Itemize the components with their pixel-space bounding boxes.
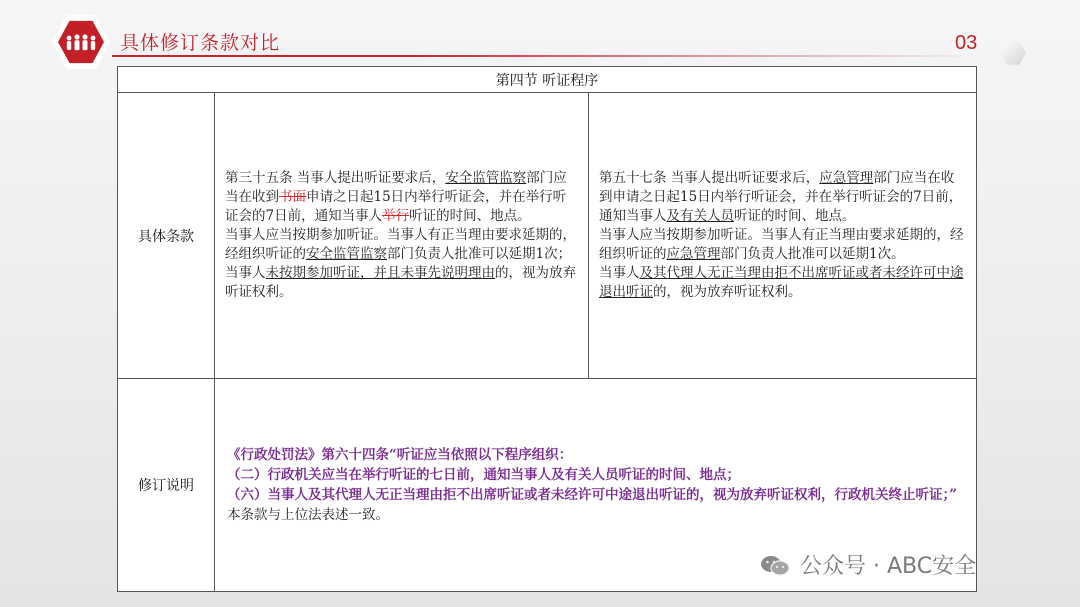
article-text: 当事人应当按期参加听证。当事人有正当理由要求延期的，经组织听证的 xyxy=(225,227,576,262)
inserted-text: 及其代理人无正当理由拒不出席听证或者未经许可中途退出听证 xyxy=(599,265,964,300)
article-text: 部门负责人批准可以延期1次；当事人 xyxy=(225,246,572,281)
inserted-text: 应急管理 xyxy=(819,170,874,186)
inserted-text: 应急管理 xyxy=(666,246,721,262)
article-text: 听证的时间、地点。 xyxy=(734,208,856,224)
watermark xyxy=(760,549,976,580)
old-article-text xyxy=(225,169,578,302)
old-article-cell xyxy=(215,93,589,379)
article-text: 当事人 xyxy=(599,265,640,281)
section-title: 第四节 听证程序 xyxy=(118,67,977,93)
article-text: 的，视为放弃听证权利。 xyxy=(653,284,802,300)
page-number: 03 xyxy=(955,32,978,54)
inserted-text: 安全监管监察 xyxy=(306,246,387,262)
article-text: 第三十五条 当事人提出听证要求后， xyxy=(225,170,446,186)
article-text: 第五十七条 当事人提出听证要求后， xyxy=(599,170,820,186)
note-line: 《行政处罚法》第六十四条“听证应当依照以下程序组织： xyxy=(227,447,573,463)
new-article-text xyxy=(599,169,966,302)
note-line: （二）行政机关应当在举行听证的七日前，通知当事人及有关人员听证的时间、地点； xyxy=(227,467,740,483)
inserted-text: 及有关人员 xyxy=(666,208,734,224)
article-text: 申请之日起15日内举行听证会，并在举行听证会的7日前，通知当事人 xyxy=(225,189,567,224)
new-article-paragraph xyxy=(599,226,966,264)
note-line: 本条款与上位法表述一致。 xyxy=(227,507,389,523)
inserted-text: 安全监管监察 xyxy=(445,170,527,186)
article-text: 部门负责人批准可以延期1次。 xyxy=(720,246,905,262)
row-label-notes: 修订说明 xyxy=(118,379,215,592)
page-title: 具体修订条款对比 xyxy=(120,32,281,54)
deleted-text: 举行 xyxy=(382,208,410,224)
old-article-paragraph xyxy=(225,169,578,226)
row-label-articles: 具体条款 xyxy=(118,93,215,379)
wechat-icon xyxy=(760,554,790,576)
inserted-text: 未按期参加听证，并且未事先说明理由 xyxy=(265,265,495,281)
header-divider xyxy=(112,55,960,57)
comparison-table xyxy=(117,66,977,592)
deleted-text: 书面 xyxy=(279,189,306,205)
new-article-paragraph xyxy=(599,169,966,226)
decorative-hexagon-icon xyxy=(1000,40,1026,66)
article-text: 听证的时间、地点。 xyxy=(409,208,531,224)
new-article-paragraph xyxy=(599,264,966,302)
article-text: 当事人应当按期参加听证。当事人有正当理由要求延期的，经组织听证的 xyxy=(599,227,964,262)
note-line: （六）当事人及其代理人无正当理由拒不出席听证或者未经许可中途退出听证的，视为放弃听证权利，行政机关终止听证；” xyxy=(227,487,958,503)
revision-note-text xyxy=(227,445,964,525)
article-text: 部门应当在收到 xyxy=(225,170,567,205)
article-text: 部门应当在收到申请之日起15日内举行听证会，并在举行听证会的7日前，通知当事人 xyxy=(599,170,963,224)
old-article-paragraph xyxy=(225,226,578,302)
watermark-text: 公众号 · ABC安全 xyxy=(800,554,977,579)
article-text: 的，视为放弃听证权利。 xyxy=(225,265,576,300)
new-article-cell xyxy=(589,93,977,379)
